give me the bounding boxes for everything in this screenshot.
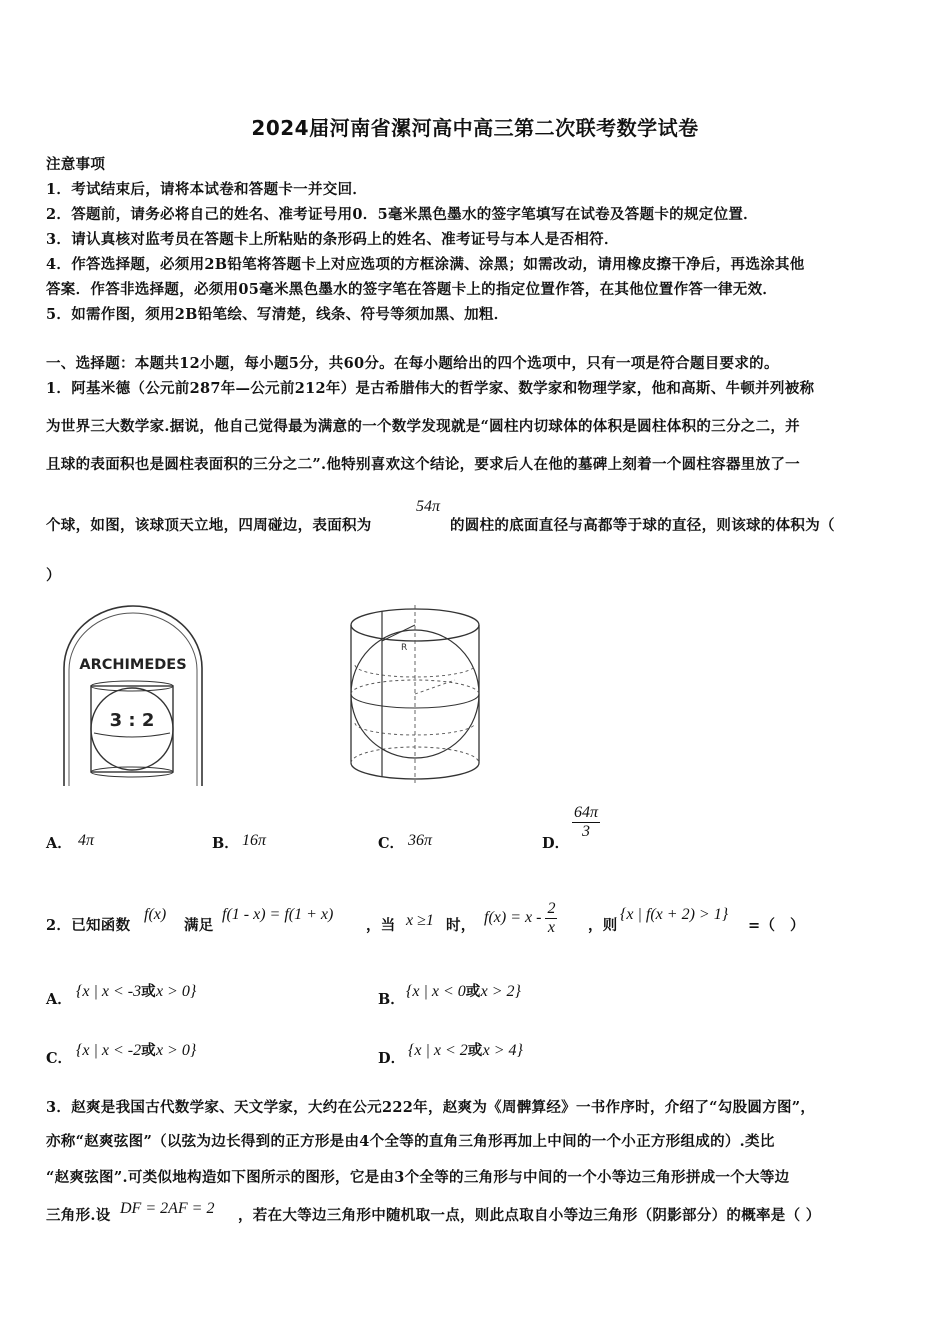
q1-text-line: ） — [46, 567, 61, 584]
tombstone-label: ARCHIMEDES — [79, 657, 187, 673]
notice-item: 2．答题前，请务必将自己的姓名、准考证号用0．5毫米黑色墨水的签字笔填写在试卷及答题卡的规定位置． — [46, 206, 758, 223]
notice-item: 1．考试结束后，请将本试卷和答题卡一并交回． — [46, 181, 368, 198]
q2-option-c-value: {x | x < -2或x > 0} — [76, 1042, 197, 1059]
q2-satisfy: 满足 — [184, 917, 214, 934]
q1-text-line: 的圆柱的底面直径与高都等于球的直径，则该球的体积为（ — [450, 517, 835, 534]
q2-condition: f(1 - x) = f(1 + x) — [222, 906, 334, 923]
notice-heading: 注意事项 — [46, 156, 106, 173]
q3-expression: DF = 2AF = 2 — [120, 1200, 215, 1217]
q1-option-c-label: C． — [378, 835, 405, 852]
q2-option-b-label: B． — [378, 991, 405, 1008]
notice-item: 3．请认真核对监考员在答题卡上所粘贴的条形码上的姓名、准考证号与本人是否相符． — [46, 231, 619, 248]
q2-option-c-label: C． — [46, 1050, 73, 1067]
q2-ze: ，则 — [588, 917, 618, 934]
tombstone-ratio: 3 : 2 — [109, 710, 155, 731]
q2-option-a-value: {x | x < -3或x > 0} — [76, 983, 197, 1000]
q2-shi: 时， — [446, 917, 476, 934]
q1-text-line: 且球的表面积也是圆柱表面积的三分之二”.他特别喜欢这个结论，要求后人在他的墓碑上刻着一个圆柱容器里放了一 — [46, 456, 800, 473]
q1-option-d-value: $\frac{64\pi}{3}$ — [574, 804, 599, 840]
q3-text-line: 亦称“赵爽弦图”（以弦为边长得到的正方形是由4个全等的直角三角形再加上中间的一个小正方形组成的）.类比 — [46, 1133, 775, 1150]
q1-option-b-label: B． — [212, 835, 239, 852]
q2-option-d-value: {x | x < 2或x > 4} — [408, 1042, 523, 1059]
q2-set: {x | f(x + 2) > 1} — [620, 906, 729, 923]
q3-text-line: 3．赵爽是我国古代数学家、天文学家，大约在公元222年，赵爽为《周髀算经》一书作序时，介绍了“勾股圆方图”， — [46, 1099, 816, 1116]
q1-option-a-label: A． — [46, 835, 72, 852]
q1-option-d-label: D． — [542, 835, 570, 852]
q3-text-line: “赵爽弦图”.可类似地构造如下图所示的图形，它是由3个全等的三角形与中间的一个小等边三角形拼成一个大等边 — [46, 1169, 790, 1186]
q3-text-line: ，若在大等边三角形中随机取一点，则此点取自小等边三角形（阴影部分）的概率是（ ） — [238, 1207, 821, 1224]
q2-function-def: f(x) = x - $\frac{2}{x}$ — [484, 900, 556, 936]
q1-area-value: 54π — [416, 498, 441, 515]
q1-option-b-value: 16π — [242, 832, 267, 849]
q1-text-line: 为世界三大数学家.据说，他自己觉得最为满意的一个数学发现就是“圆柱内切球体的体积是圆柱体积的三分之二，并 — [46, 418, 800, 435]
q2-fx: f(x) — [144, 906, 167, 923]
q2-prefix: 2．已知函数 — [46, 917, 131, 934]
q1-option-a-value: 4π — [78, 832, 95, 849]
cylinder-sphere-figure — [345, 605, 485, 783]
q2-option-b-value: {x | x < 0或x > 2} — [406, 983, 521, 1000]
page-title: 2024届河南省漯河高中高三第二次联考数学试卷 — [251, 116, 699, 140]
q1-text-line: 1．阿基米德（公元前287年—公元前212年）是古希腊伟大的哲学家、数学家和物理学家，他和高斯、牛顿并列被称 — [46, 380, 815, 397]
notice-item: 5．如需作图，须用2B铅笔绘、写清楚，线条、符号等须加黑、加粗． — [46, 306, 509, 323]
q2-x-range: x ≥1 — [406, 912, 434, 929]
q2-when: ，当 — [366, 917, 396, 934]
q1-text-line: 个球，如图，该球顶天立地，四周碰边，表面积为 — [46, 517, 372, 534]
archimedes-tombstone-figure — [60, 602, 206, 788]
notice-item: 4．作答选择题，必须用2B铅笔将答题卡上对应选项的方框涂满、涂黑；如需改动，请用橡皮擦干净后，再选涂其他 — [46, 256, 805, 273]
q1-option-c-value: 36π — [408, 832, 433, 849]
q2-blank: =（ ） — [748, 917, 805, 934]
q2-option-d-label: D． — [378, 1050, 406, 1067]
section-heading: 一、选择题：本题共12小题，每小题5分，共60分。在每小题给出的四个选项中，只有一项是符合题目要求的。 — [46, 355, 779, 372]
notice-item: 答案．作答非选择题，必须用05毫米黑色墨水的签字笔在答题卡上的指定位置作答，在其他位置作答一律无效． — [46, 281, 778, 298]
q2-option-a-label: A． — [46, 991, 72, 1008]
q3-text-line: 三角形.设 — [46, 1207, 111, 1224]
radius-label: R — [401, 643, 408, 653]
